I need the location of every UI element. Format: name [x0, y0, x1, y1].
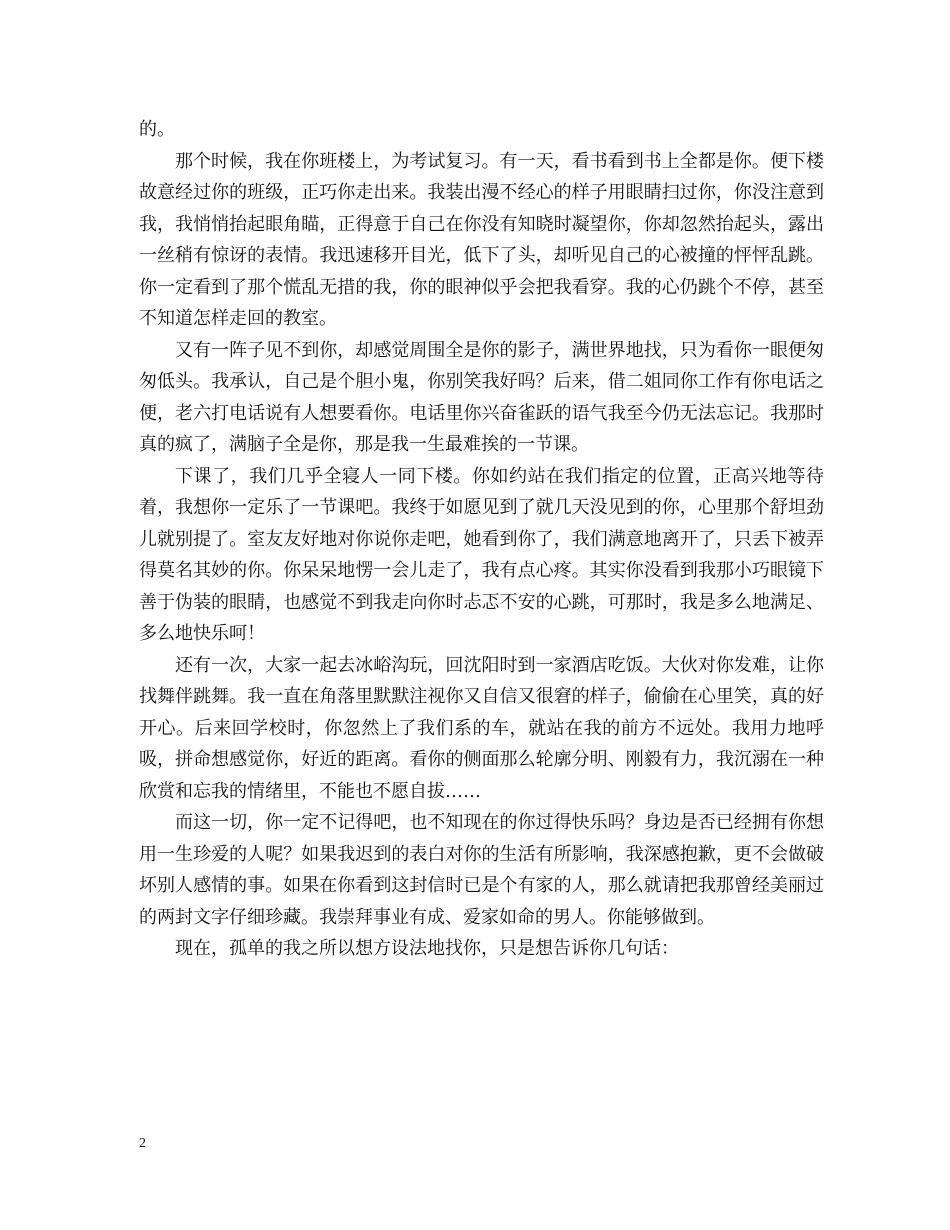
paragraph-5: 还有一次，大家一起去冰峪沟玩，回沈阳时到一家酒店吃饭。大伙对你发难，让你找舞伴跳舞。我一直在角落里默默注视你又自信又很窘的样子，偷偷在心里笑，真的好开心。后来回学校时，你忽然上了我们系的车，就站在我的前方不远处。我用力地呼吸，拼命想感觉你，好近的距离。看你的侧面那么轮廓分明、刚毅有力，我沉溺在一种欣赏和忘我的情绪里，不能也不愿自拔……: [139, 654, 824, 802]
paragraph-1: 的。: [139, 119, 175, 140]
page-number: 2: [139, 1136, 146, 1151]
paragraph-3: 又有一阵子见不到你，却感觉周围全是你的影子，满世界地找，只为看你一眼便匆匆低头。我承认，自己是个胆小鬼，你别笑我好吗？后来，借二姐同你工作有你电话之便，老六打电话说有人想要看你。电话里你兴奋雀跃的语气我至今仍无法忘记。我那时真的疯了，满脑子全是你，那是我一生最难挨的一节课。: [139, 339, 824, 455]
paragraph-7: 现在，孤单的我之所以想方设法地找你，只是想告诉你几句话：: [175, 938, 679, 959]
paragraph-4: 下课了，我们几乎全寝人一同下楼。你如约站在我们指定的位置，正高兴地等待着，我想你一定乐了一节课吧。我终于如愿见到了就几天没见到的你，心里那个舒坦劲儿就别提了。室友友好地对你说你走吧，她看到你了，我们满意地离开了，只丢下被弄得莫名其妙的你。你呆呆地愣一会儿走了，我有点心疼。其实你没看到我那小巧眼镜下善于伪装的眼睛，也感觉不到我走向你时忐忑不安的心跳，可那时，我是多么地满足、多么地快乐呵！: [139, 465, 824, 644]
paragraph-6: 而这一切，你一定不记得吧，也不知现在的你过得快乐吗？身边是否已经拥有你想用一生珍爱的人呢？如果我迟到的表白对你的生活有所影响，我深感抱歉，更不会做破坏别人感情的事。如果在你看到这封信时已是个有家的人，那么就请把我那曾经美丽过的两封文字仔细珍藏。我崇拜事业有成、爱家如命的男人。你能够做到。: [139, 812, 824, 928]
paragraph-2: 那个时候，我在你班楼上，为考试复习。有一天，看书看到书上全都是你。便下楼故意经过你的班级，正巧你走出来。我装出漫不经心的样子用眼睛扫过你，你没注意到我，我悄悄抬起眼角瞄，正得意于自己在你没有知晓时凝望你，你却忽然抬起头，露出一丝稍有惊讶的表情。我迅速移开目光，低下了头，却听见自己的心被撞的怦怦乱跳。你一定看到了那个慌乱无措的我，你的眼神似乎会把我看穿。我的心仍跳个不停，甚至不知道怎样走回的教室。: [139, 150, 824, 329]
document-body: [139, 114, 824, 965]
